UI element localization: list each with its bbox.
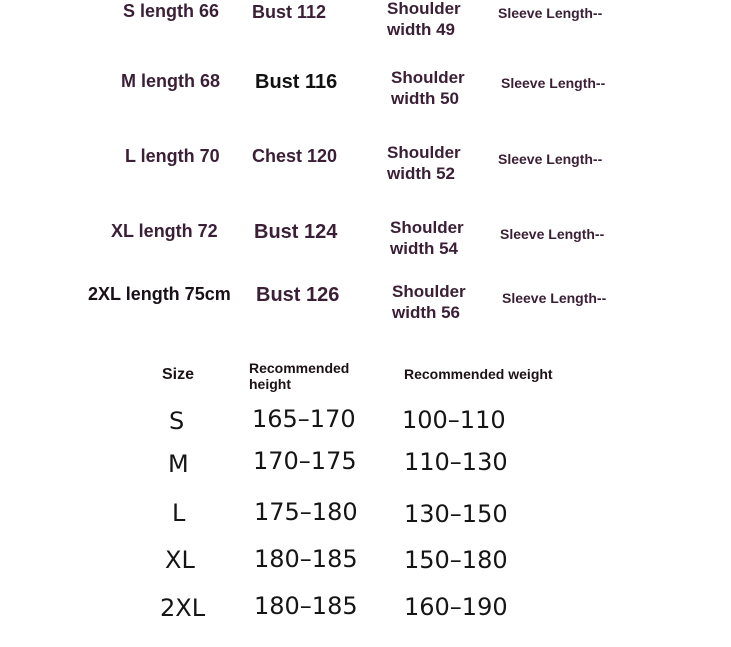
shoulder-2xl [392,281,466,323]
shoulder-l [387,142,461,184]
rec-size-l: L [172,499,186,527]
shoulder-s [387,0,461,40]
shoulder-s-line2: width 49 [387,20,456,39]
rec-height-l: 175–180 [254,498,358,526]
rec-height-xl: 180–185 [254,545,358,573]
length-m: M length 68 [121,71,221,91]
rec-size-xl: XL [165,546,195,574]
rec-weight-l: 130–150 [404,500,508,528]
length-2xl: 2XL length 75cm [88,284,231,304]
rec-height-2xl: 180–185 [254,592,358,620]
shoulder-m [391,67,465,109]
shoulder-2xl-line1: Shoulder [392,282,466,301]
shoulder-s-line1: Shoulder [387,0,461,18]
bust-s: Bust 112 [252,2,327,22]
shoulder-xl [390,217,464,259]
shoulder-xl-line1: Shoulder [390,218,464,237]
rec-size-2xl: 2XL [160,594,206,622]
shoulder-2xl-line2: width 56 [392,303,461,322]
rec-size-m: M [168,450,189,478]
bust-2xl: Bust 126 [256,284,340,306]
bust-xl: Bust 124 [254,221,338,243]
sleeve-m: Sleeve Length-- [501,75,606,91]
shoulder-l-line1: Shoulder [387,143,461,162]
rec-weight-2xl: 160–190 [404,593,508,621]
header-weight: Recommended weight [404,366,553,382]
sleeve-s: Sleeve Length-- [498,5,603,21]
shoulder-l-line2: width 52 [387,164,456,183]
header-height-line1: Recommended [249,360,350,376]
rec-weight-xl: 150–180 [404,546,508,574]
sleeve-2xl: Sleeve Length-- [502,290,607,306]
length-xl: XL length 72 [111,221,218,241]
chest-l: Chest 120 [252,146,338,166]
rec-weight-s: 100–110 [402,406,506,434]
sleeve-l: Sleeve Length-- [498,151,603,167]
shoulder-m-line1: Shoulder [391,68,465,87]
rec-height-s: 165–170 [252,405,356,433]
rec-height-m: 170–175 [253,447,357,475]
header-height-line2: height [249,376,291,392]
length-s: S length 66 [123,1,220,21]
shoulder-xl-line2: width 54 [390,239,459,258]
header-size: Size [162,366,195,383]
shoulder-m-line2: width 50 [391,89,460,108]
length-l: L length 70 [125,146,220,166]
rec-size-s: S [169,407,185,435]
rec-weight-m: 110–130 [404,448,508,476]
bust-m: Bust 116 [255,71,338,93]
header-height [249,360,349,392]
sleeve-xl: Sleeve Length-- [500,226,605,242]
